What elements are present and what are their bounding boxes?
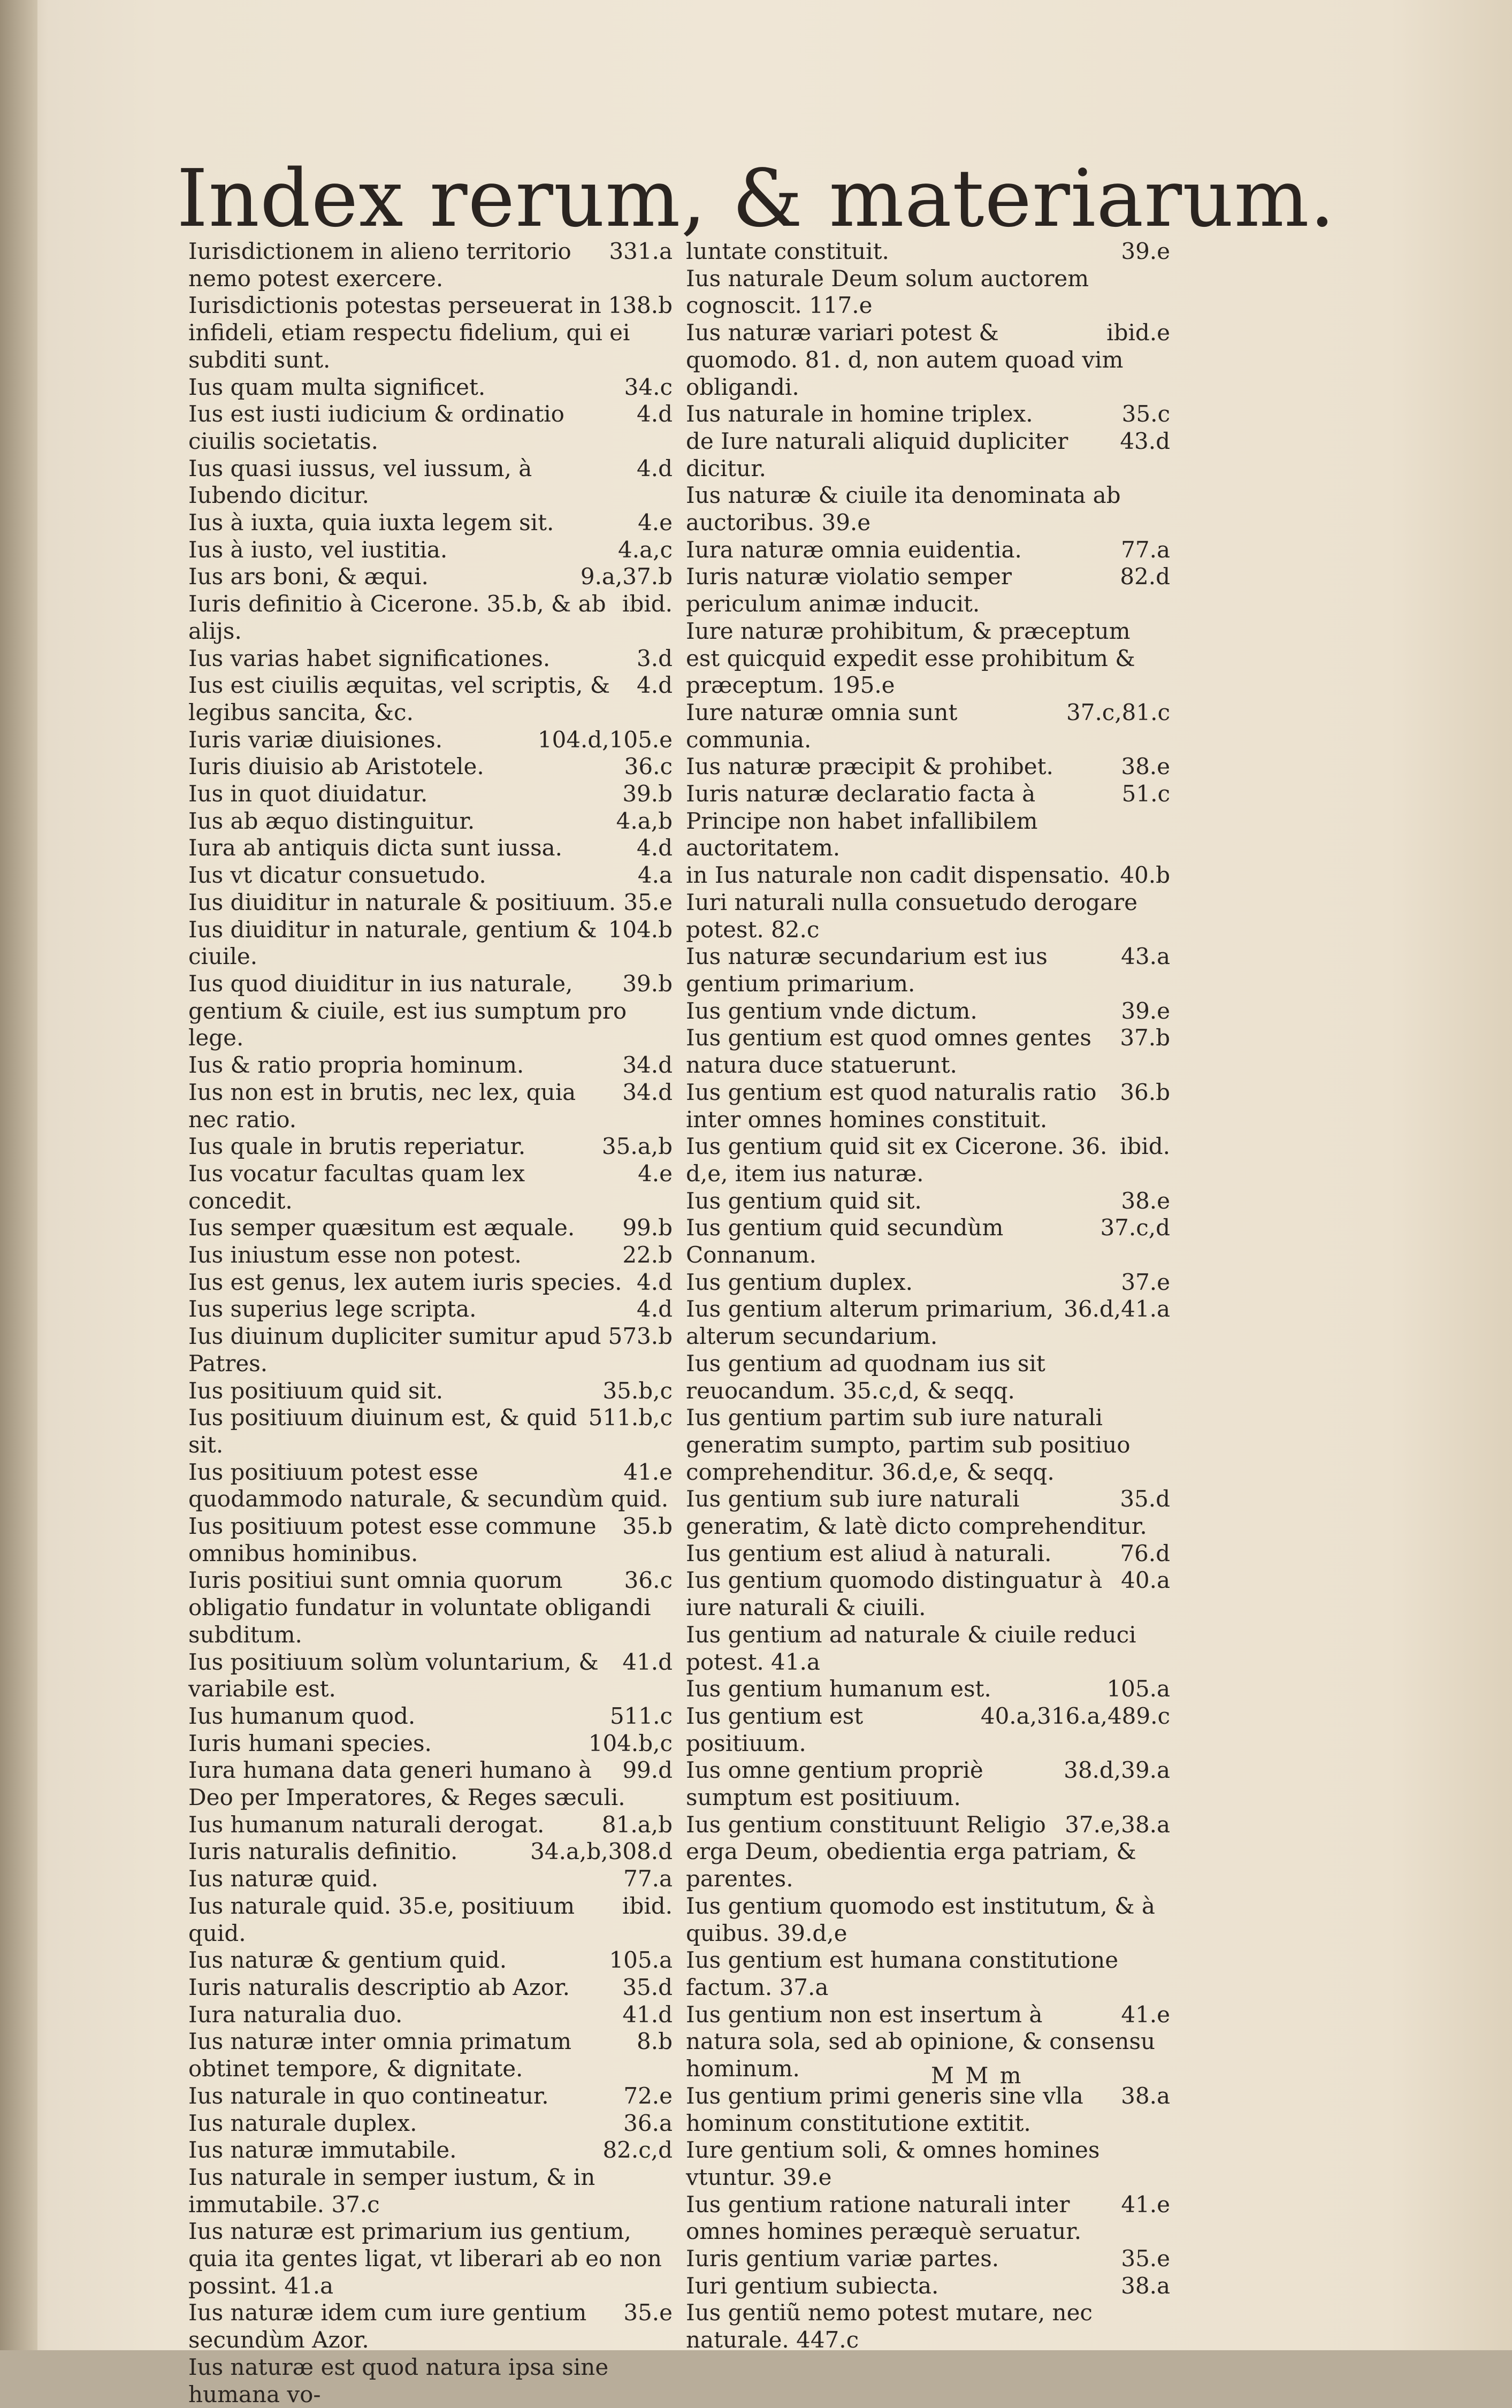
entry-text: in Ius naturale non cadit dispensatio.	[686, 862, 1110, 889]
entry-text: Ius naturæ idem cum iure gentium secundùm Azor.	[188, 2299, 594, 2353]
index-entry	[188, 1378, 673, 1405]
page-reference: ibid.	[622, 1892, 673, 1919]
index-entry	[188, 1947, 673, 1974]
entry-text: Iuris positiui sunt omnia quorum obligatio fundatur in voluntate obligandi subditum.	[188, 1567, 658, 1648]
page-reference: 39.e	[1121, 238, 1170, 264]
entry-text: Ius gentiũ nemo potest mutare, nec naturale. 447.c	[686, 2299, 1100, 2353]
entry-text: Ius gentium sub iure naturali generatim, & latè dicto comprehenditur.	[686, 1486, 1147, 1540]
entry-text: Ius naturæ & ciuile ita denominata ab auctoribus. 39.e	[686, 482, 1128, 536]
index-entry	[686, 889, 1170, 943]
entry-text: Ius gentium ad naturale & ciuile reduci potest. 41.a	[686, 1621, 1143, 1675]
entry-text: Ius gentium alterum primarium, alterum secundarium.	[686, 1296, 1061, 1350]
index-entry	[686, 1703, 1170, 1757]
entry-text: Ius diuiditur in naturale, gentium & ciuile.	[188, 916, 605, 970]
page-reference: 511.b,c	[588, 1404, 673, 1431]
index-entry	[188, 1242, 673, 1269]
page-reference: 4.e	[638, 509, 673, 536]
page-reference: 4.d	[637, 401, 673, 427]
entry-text: Ius gentium ratione naturali inter omnes homines peræquè seruatur.	[686, 2191, 1082, 2245]
index-entry	[188, 672, 673, 726]
index-entry	[686, 1486, 1170, 1540]
index-entry	[188, 862, 673, 889]
page-reference: 40.b	[1120, 862, 1170, 889]
entry-text: Ius à iusto, vel iustitia.	[188, 536, 448, 563]
entry-text: Iura humana data generi humano à Deo per Imperatores, & Reges sæculi.	[188, 1757, 625, 1811]
page-reference: 4.d	[637, 455, 673, 481]
index-entry	[188, 537, 673, 564]
entry-text: Ius est ciuilis æquitas, vel scriptis, & legibus sancita, &c.	[188, 672, 617, 725]
index-entry	[686, 428, 1170, 482]
page-reference: 35.a,b	[601, 1133, 673, 1160]
page-reference: 35.e	[1121, 2245, 1170, 2272]
index-entry	[686, 699, 1170, 753]
page-reference: 22.b	[622, 1242, 673, 1268]
entry-text: Ius naturale in semper iustum, & in immutabile. 37.c	[188, 2164, 602, 2218]
entry-text: Ius gentium est quod omnes gentes natura duce statuerunt.	[686, 1025, 1099, 1079]
entry-text: Ius & ratio propria hominum.	[188, 1052, 524, 1079]
entry-text: Ius gentium primi generis sine vlla hominum constitutione extitit.	[686, 2082, 1091, 2136]
page-reference: 35.c	[1121, 401, 1170, 427]
entry-text: Ius naturæ & gentium quid.	[188, 1947, 507, 1974]
entry-text: Ius gentium est quod naturalis ratio inter omnes homines constituit.	[686, 1079, 1104, 1133]
index-entry	[686, 2191, 1170, 2245]
entry-text: Iure gentium soli, & omnes homines vtuntur. 39.e	[686, 2137, 1107, 2190]
entry-text: Ius naturæ variari potest & quomodo. 81. d, non autem quoad vim obligandi.	[686, 319, 1131, 400]
index-entry	[686, 1296, 1170, 1350]
index-entry	[188, 1866, 673, 1893]
entry-text: Ius naturæ præcipit & prohibet.	[686, 753, 1053, 780]
entry-text: Ius naturale in homine triplex.	[686, 401, 1033, 427]
index-entry	[686, 2137, 1170, 2191]
entry-text: luntate constituit.	[686, 238, 889, 264]
page-reference: 38.a	[1121, 2272, 1170, 2299]
index-entry	[188, 1649, 673, 1703]
index-entry	[188, 1513, 673, 1567]
entry-text: Ius naturæ quid.	[188, 1866, 379, 1892]
index-entry	[188, 916, 673, 970]
page-reference: 8.b	[637, 2028, 673, 2055]
entry-text: Ius humanum naturali derogat.	[188, 1811, 545, 1838]
entry-text: Iure naturæ prohibitum, & præceptum est quicquid expedit esse prohibitum & præceptum. 195.e	[686, 617, 1143, 699]
entry-text: Iuri naturali nulla consuetudo derogare potest. 82.c	[686, 889, 1145, 943]
page-reference: 37.e	[1121, 1268, 1170, 1295]
page-reference: 39.b	[622, 781, 673, 807]
entry-text: Iurisdictionis potestas perseuerat in infideli, etiam respectu fidelium, qui ei subditi sunt.	[188, 292, 637, 373]
entry-text: Ius naturæ est quod natura ipsa sine humana vo-	[188, 2353, 616, 2407]
entry-text: Ius quam multa significet.	[188, 373, 486, 400]
index-column-right	[686, 238, 1170, 2354]
page-reference: 104.b,c	[588, 1730, 673, 1756]
index-entry	[188, 808, 673, 835]
index-entry	[188, 2083, 673, 2110]
entry-text: Ius positiuum solùm voluntarium, & variabile est.	[188, 1648, 606, 1702]
page-reference: 72.e	[623, 2082, 673, 2109]
page-reference: 4.a,c	[618, 536, 673, 563]
page-reference: 4.d	[637, 1268, 673, 1295]
entry-text: Iuris diuisio ab Aristotele.	[188, 753, 484, 780]
index-column-left	[188, 238, 673, 2408]
entry-text: Ius gentium humanum est.	[686, 1676, 991, 1702]
page-reference: 34.d	[622, 1052, 673, 1079]
index-entry	[686, 2299, 1170, 2353]
index-entry	[686, 1133, 1170, 1187]
index-entry	[686, 1404, 1170, 1486]
index-entry	[686, 1567, 1170, 1621]
page-reference: 39.e	[1121, 997, 1170, 1024]
page-reference: 41.e	[1121, 2001, 1170, 2028]
index-entry	[686, 1188, 1170, 1215]
index-entry	[188, 1730, 673, 1757]
entry-text: Ius omne gentium propriè sumptum est positiuum.	[686, 1757, 991, 1811]
index-entry	[188, 2110, 673, 2137]
index-entry	[188, 970, 673, 1052]
entry-text: Ius gentium quid secundùm Connanum.	[686, 1214, 1011, 1268]
index-entry	[686, 1350, 1170, 1404]
entry-text: Ius ab æquo distinguitur.	[188, 807, 475, 834]
index-entry	[188, 1703, 673, 1730]
page-reference: 9.a,37.b	[580, 563, 673, 590]
index-entry	[188, 1811, 673, 1839]
index-entry	[686, 1079, 1170, 1133]
page-reference: 41.d	[622, 2001, 673, 2028]
signature-mark: M M m	[931, 2062, 1024, 2089]
entry-text: Ius gentium quid sit ex Cicerone. 36. d,e, item ius naturæ.	[686, 1133, 1114, 1187]
page-reference: 331.a	[609, 238, 673, 264]
entry-text: Ius diuiditur in naturale & positiuum.	[188, 889, 616, 915]
page-reference: 35.e	[623, 889, 673, 915]
entry-text: Iuris naturæ violatio semper periculum animæ inducit.	[686, 563, 1019, 617]
index-entry	[188, 1757, 673, 1811]
page-reference: 36.c	[624, 753, 673, 780]
entry-text: Ius gentium quomodo distinguatur à iure naturali & ciuili.	[686, 1567, 1110, 1621]
entry-text: Ius positiuum potest esse commune omnibus hominibus.	[188, 1513, 604, 1566]
page-reference: 39.b	[622, 970, 673, 997]
entry-text: Ius naturæ immutabile.	[188, 2137, 457, 2164]
entry-text: Ius diuinum dupliciter sumitur apud Patres.	[188, 1323, 608, 1377]
page-reference: 77.a	[623, 1866, 673, 1892]
page-reference: 38.d,39.a	[1064, 1757, 1170, 1784]
entry-text: Ius positiuum diuinum est, & quid sit.	[188, 1404, 584, 1458]
page-reference: 3.d	[637, 645, 673, 671]
page-reference: 511.c	[609, 1702, 673, 1729]
page-reference: 4.d	[637, 672, 673, 699]
entry-text: Ius gentium quomodo est institutum, & à quibus. 39.d,e	[686, 1892, 1163, 1946]
page-reference: 104.b	[608, 916, 673, 943]
entry-text: Ius gentium vnde dictum.	[686, 997, 978, 1024]
entry-text: Iuris definitio à Cicerone. 35.b, & ab alijs.	[188, 591, 613, 644]
page-reference: 36.a	[623, 2109, 673, 2136]
index-entry	[188, 2354, 673, 2408]
page-reference: 51.c	[1121, 781, 1170, 807]
entry-text: Iuris naturalis definitio.	[188, 1838, 458, 1865]
page-reference: 99.d	[622, 1757, 673, 1784]
index-entry	[686, 1540, 1170, 1568]
entry-text: Ius naturale Deum solum auctorem cognoscit. 117.e	[686, 265, 1096, 319]
page-reference: 40.a,316.a,489.c	[980, 1702, 1170, 1729]
index-entry	[188, 1214, 673, 1242]
page-reference: 105.a	[1106, 1676, 1170, 1702]
index-entry	[188, 727, 673, 754]
page-reference: ibid.e	[1106, 319, 1170, 346]
page-reference: 34.a,b,308.d	[530, 1838, 673, 1865]
entry-text: Ius humanum quod.	[188, 1702, 416, 1729]
page-reference: 81.a,b	[601, 1811, 673, 1838]
page-gutter	[0, 0, 37, 2350]
page-reference: 77.a	[1121, 536, 1170, 563]
index-entry	[188, 1567, 673, 1648]
index-entry	[686, 1025, 1170, 1079]
entry-text: Ius naturale in quo contineatur.	[188, 2082, 549, 2109]
entry-text: Ius est iusti iudicium & ordinatio ciuilis societatis.	[188, 401, 572, 454]
page-reference: 41.e	[1121, 2191, 1170, 2218]
page-reference: 573.b	[608, 1323, 673, 1350]
index-entry	[686, 482, 1170, 536]
entry-text: Ius quod diuiditur in ius naturale, gentium & ciuile, est ius sumptum pro lege.	[188, 970, 634, 1051]
index-entry	[188, 2164, 673, 2218]
entry-text: Ius gentium ad quodnam ius sit reuocandum. 35.c,d, & seqq.	[686, 1350, 1053, 1404]
index-entry	[188, 1160, 673, 1214]
page-reference: 36.c	[624, 1567, 673, 1594]
page-reference: 41.e	[623, 1458, 673, 1485]
index-entry	[686, 2001, 1170, 2083]
entry-text: Ius positiuum potest esse quodammodo naturale, & secundùm quid.	[188, 1458, 669, 1512]
entry-text: Ius à iuxta, quia iuxta legem sit.	[188, 509, 554, 536]
page-reference: 4.a	[637, 862, 673, 889]
entry-text: Ius gentium constituunt Religio erga Deum, obedientia erga patriam, & parentes.	[686, 1811, 1144, 1892]
entry-text: Ius vt dicatur consuetudo.	[188, 862, 486, 889]
entry-text: Ius vocatur facultas quam lex concedit.	[188, 1160, 532, 1214]
index-entry	[686, 2245, 1170, 2273]
entry-text: Ius gentium quid sit.	[686, 1187, 922, 1214]
entry-text: de Iure naturali aliquid dupliciter dicitur.	[686, 427, 1075, 481]
page-reference: 76.d	[1120, 1540, 1170, 1566]
page-reference: 4.d	[637, 835, 673, 861]
entry-text: Iuris humani species.	[188, 1730, 432, 1756]
index-entry	[188, 1296, 673, 1323]
index-entry	[686, 563, 1170, 617]
index-entry	[686, 1947, 1170, 2001]
index-entry	[686, 781, 1170, 862]
page-reference: 35.b,c	[602, 1377, 673, 1404]
page-reference: ibid.	[622, 591, 673, 617]
index-entry	[686, 943, 1170, 997]
index-entry	[188, 889, 673, 916]
index-entry	[686, 319, 1170, 401]
page-reference: 40.a	[1121, 1567, 1170, 1594]
page-reference: 105.a	[609, 1947, 673, 1974]
entry-text: Ius semper quæsitum est æquale.	[188, 1214, 575, 1241]
entry-text: Ius gentium est positiuum.	[686, 1702, 870, 1756]
page-reference: 138.b	[608, 292, 673, 319]
entry-text: Ius non est in brutis, nec lex, quia nec ratio.	[188, 1079, 583, 1133]
entry-text: Ius gentium non est insertum à natura sola, sed ab opinione, & consensu hominum.	[686, 2001, 1163, 2082]
index-entry	[188, 563, 673, 591]
index-entry	[188, 2001, 673, 2029]
page-reference: 37.e,38.a	[1065, 1811, 1170, 1838]
index-entry	[188, 1459, 673, 1513]
index-entry	[188, 645, 673, 672]
index-entry	[686, 998, 1170, 1025]
page-reference: 37.c,81.c	[1066, 699, 1170, 725]
index-entry	[686, 2083, 1170, 2137]
page-reference: 35.d	[1120, 1486, 1170, 1512]
page-reference: 41.d	[622, 1648, 673, 1675]
page-reference: 43.d	[1120, 427, 1170, 454]
index-entry	[686, 1622, 1170, 1676]
page-reference: 82.d	[1120, 563, 1170, 590]
index-entry	[188, 753, 673, 781]
entry-text: Ius gentium partim sub iure naturali generatim sumpto, partim sub positiuo comprehenditur. 36.d,e, & seqq.	[686, 1404, 1137, 1485]
entry-text: Ius naturale duplex.	[188, 2109, 417, 2136]
entry-text: Ius naturale quid. 35.e, positiuum quid.	[188, 1892, 582, 1946]
index-entry	[686, 1893, 1170, 1947]
index-entry	[686, 862, 1170, 889]
index-entry	[188, 1079, 673, 1133]
entry-text: Ius positiuum quid sit.	[188, 1377, 444, 1404]
entry-text: Iuris gentium variæ partes.	[686, 2245, 999, 2272]
index-entry	[188, 1133, 673, 1160]
index-entry	[188, 1269, 673, 1296]
entry-text: Iuris variæ diuisiones.	[188, 726, 443, 753]
entry-text: Ius gentium duplex.	[686, 1268, 913, 1295]
entry-text: Ius naturæ inter omnia primatum obtinet tempore, & dignitate.	[188, 2028, 579, 2082]
entry-text: Iura naturæ omnia euidentia.	[686, 536, 1022, 563]
index-entry	[686, 618, 1170, 699]
index-entry	[188, 2299, 673, 2353]
page-reference: 37.c,d	[1100, 1214, 1170, 1241]
page-reference: 4.a,b	[616, 807, 673, 834]
page-reference: 43.a	[1121, 943, 1170, 970]
index-entry	[188, 2218, 673, 2299]
index-entry	[188, 1974, 673, 2001]
entry-text: Iuris naturæ declaratio facta à Principe non habet infallibilem auctoritatem.	[686, 781, 1045, 861]
index-entry	[686, 1676, 1170, 1703]
entry-text: Iuris naturalis descriptio ab Azor.	[188, 1974, 570, 2000]
page-reference: 34.c	[624, 373, 673, 400]
page-reference: ibid.	[1120, 1133, 1170, 1160]
entry-text: Ius varias habet significationes.	[188, 645, 551, 671]
index-entry	[188, 509, 673, 537]
index-entry	[686, 1757, 1170, 1811]
index-entry	[686, 238, 1170, 265]
index-entry	[686, 753, 1170, 781]
page-reference: 36.b	[1120, 1079, 1170, 1105]
entry-text: Ius est genus, lex autem iuris species.	[188, 1268, 622, 1295]
index-entry	[188, 1052, 673, 1079]
entry-text: Iurisdictionem in alieno territorio nemo potest exercere.	[188, 238, 579, 292]
index-entry	[188, 2137, 673, 2164]
page-reference: 38.a	[1121, 2082, 1170, 2109]
entry-text: Iure naturæ omnia sunt communia.	[686, 699, 965, 753]
entry-text: Iura naturalia duo.	[188, 2001, 403, 2028]
index-entry	[686, 2273, 1170, 2300]
index-entry	[188, 292, 673, 373]
index-entry	[686, 265, 1170, 319]
index-entry	[188, 401, 673, 455]
index-entry	[686, 1269, 1170, 1296]
index-entry	[188, 835, 673, 862]
index-entry	[686, 1214, 1170, 1268]
page-reference: 34.d	[622, 1079, 673, 1105]
index-entry	[188, 455, 673, 509]
index-entry	[188, 238, 673, 292]
index-entry	[188, 591, 673, 645]
index-entry	[188, 1838, 673, 1866]
page-reference: 37.b	[1120, 1025, 1170, 1051]
index-entry	[686, 1811, 1170, 1893]
entry-text: Iuri gentium subiecta.	[686, 2272, 939, 2299]
page-reference: 38.e	[1121, 1187, 1170, 1214]
entry-text: Ius naturæ est primarium ius gentium, quia ita gentes ligat, vt liberari ab eo non possint. 41.a	[188, 2218, 669, 2299]
index-entry	[188, 1893, 673, 1947]
index-entry	[188, 781, 673, 808]
entry-text: Ius quasi iussus, vel iussum, à Iubendo dicitur.	[188, 455, 539, 509]
page-reference: 36.d,41.a	[1064, 1296, 1170, 1323]
entry-text: Ius in quot diuidatur.	[188, 781, 428, 807]
entry-text: Ius superius lege scripta.	[188, 1296, 477, 1323]
index-entry	[188, 2028, 673, 2082]
index-entry	[686, 401, 1170, 428]
entry-text: Ius gentium est aliud à naturali.	[686, 1540, 1052, 1566]
entry-text: Iura ab antiquis dicta sunt iussa.	[188, 835, 563, 861]
page-reference: 99.b	[622, 1214, 673, 1241]
page-title: Index rerum, & materiarum.	[177, 152, 1335, 244]
index-entry	[188, 374, 673, 401]
entry-text: Ius quale in brutis reperiatur.	[188, 1133, 526, 1160]
entry-text: Ius naturæ secundarium est ius gentium primarium.	[686, 943, 1055, 997]
page-reference: 104.d,105.e	[537, 726, 673, 753]
page-reference: 4.d	[637, 1296, 673, 1323]
page-reference: 4.e	[638, 1160, 673, 1187]
page-reference: 38.e	[1121, 753, 1170, 780]
page-reference: 35.d	[622, 1974, 673, 2000]
index-entry	[686, 537, 1170, 564]
entry-text: Ius iniustum esse non potest.	[188, 1242, 522, 1268]
page-reference: 35.e	[623, 2299, 673, 2326]
entry-text: Ius ars boni, & æqui.	[188, 563, 429, 590]
index-entry	[188, 1404, 673, 1458]
index-entry	[188, 1323, 673, 1377]
page-reference: 82.c,d	[602, 2137, 673, 2164]
entry-text: Ius gentium est humana constitutione factum. 37.a	[686, 1947, 1126, 2000]
page-reference: 35.b	[622, 1513, 673, 1540]
